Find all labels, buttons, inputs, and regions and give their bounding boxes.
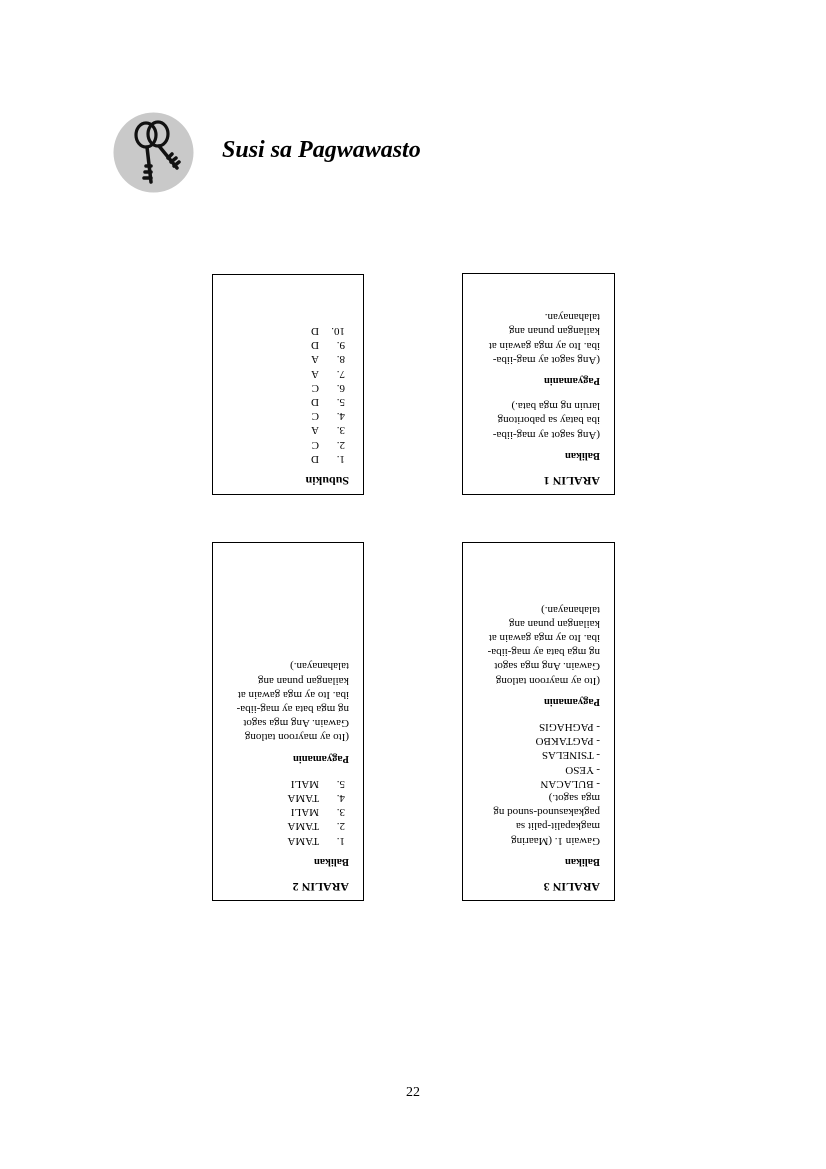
- aralin1-pagyamanin-line: kailangan punan ang: [508, 325, 600, 338]
- aralin1-pagyamanin-label: Pagyamanin: [543, 374, 600, 386]
- answer-item: 4. TAMA: [287, 791, 345, 804]
- aralin1-answer-box: [462, 273, 615, 495]
- aralin2-pagyamanin-label: Pagyamanin: [292, 752, 349, 764]
- aralin3-balikan-line: Gawain 1. (Maaring: [511, 834, 600, 847]
- aralin1-balikan-line: iba batay sa paboritong: [497, 414, 600, 427]
- aralin3-balikan-line: mga sagot.): [548, 791, 600, 804]
- aralin2-pagyamanin-line: (Ito ay mayroon tatlong: [244, 731, 349, 744]
- answer-item: 2. TAMA: [287, 820, 345, 833]
- aralin3-item-list: [477, 720, 600, 791]
- answer-item: 5. D: [311, 395, 345, 408]
- answer-item: 10. D: [311, 324, 345, 337]
- subukin-answer-box: [212, 274, 364, 495]
- list-item: - PAGHAGIS: [477, 720, 600, 734]
- list-item: - TSINELAS: [477, 748, 600, 762]
- answer-item: 7. A: [311, 367, 345, 380]
- aralin3-balikan-line: pagkakasunod-sunod ng: [493, 806, 600, 819]
- aralin2-pagyamanin-line: talahanayan.): [290, 660, 349, 673]
- answer-item: 9. D: [311, 339, 345, 352]
- answer-item: 6. C: [311, 381, 345, 394]
- aralin2-heading: ARALIN 2: [292, 880, 349, 894]
- answer-item: 3. A: [311, 424, 345, 437]
- list-item: - PAGTAKBO: [477, 734, 600, 748]
- answer-item: 4. C: [311, 410, 345, 423]
- answer-item: 2. C: [311, 438, 345, 451]
- page-number: 22: [406, 1085, 420, 1100]
- aralin2-pagyamanin-line: iba. Ito ay mga gawain at: [237, 688, 349, 701]
- keys-icon: [113, 112, 194, 193]
- aralin3-heading: ARALIN 3: [543, 880, 600, 894]
- answer-item: 5. MALI: [290, 777, 345, 790]
- page-title: Susi sa Pagwawasto: [222, 137, 421, 163]
- aralin3-pagyamanin-line: (Ito ay mayroon tatlong: [495, 674, 600, 687]
- aralin1-balikan-label: Balikan: [564, 449, 600, 461]
- subukin-answer-list: [227, 324, 349, 466]
- answer-item: 1. D: [311, 452, 345, 465]
- aralin3-pagyamanin-line: ng mga bata ay mag-iiba-: [487, 646, 600, 659]
- aralin2-answer-box: [212, 542, 364, 901]
- aralin1-balikan-line: laruin ng mga bata.): [511, 400, 600, 413]
- aralin3-pagyamanin-line: kailangan punan ang: [508, 617, 600, 630]
- list-item: - BULACAN: [477, 777, 600, 791]
- aralin3-balikan-label: Balikan: [564, 855, 600, 867]
- aralin2-pagyamanin-line: ng mga bata ay mag-iiba-: [236, 702, 349, 715]
- aralin2-balikan-label: Balikan: [313, 855, 349, 867]
- list-item: - YESO: [477, 762, 600, 776]
- subukin-heading: Subukin: [305, 474, 349, 488]
- aralin3-pagyamanin-line: talahanayan.): [541, 603, 600, 616]
- answer-item: 1. TAMA: [287, 834, 345, 847]
- aralin2-pagyamanin-line: kailangan punan ang: [257, 674, 349, 687]
- aralin1-heading: ARALIN 1: [543, 474, 600, 488]
- aralin1-pagyamanin-line: (Ang sagot ay mag-iiba-: [492, 353, 600, 366]
- aralin2-answer-list: [227, 777, 349, 848]
- answer-item: 3. MALI: [290, 806, 345, 819]
- aralin3-pagyamanin-line: iba. Ito ay mga gawain at: [488, 631, 600, 644]
- aralin1-pagyamanin-line: iba. Ito ay mga gawain at: [488, 339, 600, 352]
- aralin1-balikan-line: (Ang sagot ay mag-iiba-: [492, 428, 600, 441]
- aralin1-pagyamanin-line: talahanayan.: [544, 311, 600, 324]
- aralin3-answer-box: [462, 542, 615, 901]
- aralin3-pagyamanin-label: Pagyamanin: [543, 695, 600, 707]
- aralin3-pagyamanin-line: Gawain. Ang mga sagot: [494, 660, 600, 673]
- aralin3-balikan-line: magkapalit-palit sa: [516, 820, 600, 833]
- answer-item: 8. A: [311, 353, 345, 366]
- aralin2-pagyamanin-line: Gawain. Ang mga sagot: [243, 717, 349, 730]
